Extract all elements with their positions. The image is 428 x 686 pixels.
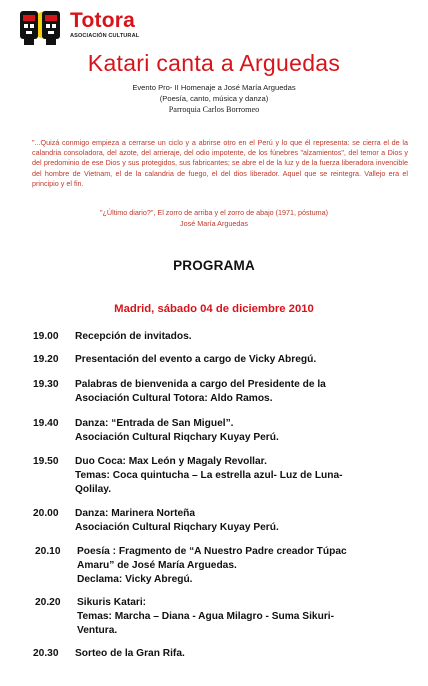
- program-item: [33, 330, 192, 344]
- program-time: 19.50: [33, 456, 59, 467]
- program-text: Ventura.: [77, 625, 118, 636]
- quote-text: "...Quizá conmigo empieza a cerrarse un ciclo y a abrirse otro en el Perú y lo que él representa: se cierra el de la calandria consoladora, del azote, del arrieraje, del odio impotente, de los fúnebres "alzamientos", del temor a Dios y del predominio de ese Dios y sus protegidos, sus fabricantes; se abre el de la luz y de la fuerza liberadora invencible del hombre de Vietnam, el de la calandria de fuego, el del dios liberador. Aquel que se reintegra. Vallejo era el principio y el fin.: [32, 138, 408, 188]
- program-item: [33, 455, 343, 497]
- program-item: [35, 596, 334, 638]
- program-item: [33, 417, 279, 445]
- program-item: [35, 545, 347, 587]
- quote-author: José María Arguedas: [180, 219, 248, 228]
- brand-name: Totora: [70, 9, 135, 32]
- program-time: 20.20: [35, 597, 61, 608]
- program-time: 19.30: [33, 379, 59, 390]
- section-title: PROGRAMA: [173, 258, 255, 273]
- program-text: Danza: “Entrada de San Miguel”.: [75, 418, 234, 429]
- program-time: 19.00: [33, 331, 59, 342]
- event-genres: (Poesía, canto, música y danza): [159, 94, 269, 103]
- program-text: Asociación Cultural Riqchary Kuyay Perú.: [75, 522, 279, 533]
- program-time: 20.30: [33, 648, 59, 659]
- program-item: [33, 353, 316, 367]
- program-time: 19.20: [33, 354, 59, 365]
- program-item: [33, 507, 279, 535]
- brand: [70, 10, 139, 39]
- program-text: Temas: Marcha – Diana - Agua Milagro - Suma Sikuri-: [77, 611, 335, 622]
- event-date: Madrid, sábado 04 de diciembre 2010: [114, 303, 314, 315]
- program-text: Poesía : Fragmento de “A Nuestro Padre creador Túpac: [77, 546, 347, 557]
- program-text: Declama: Vicky Abregú.: [77, 574, 193, 585]
- program-item: [33, 647, 185, 661]
- program-text: Amaru” de José María Arguedas.: [77, 560, 237, 571]
- program-text: Palabras de bienvenida a cargo del Presidente de la: [75, 379, 326, 390]
- program-time: 19.40: [33, 418, 59, 429]
- quote-source: "¿Último diario?", El zorro de arriba y el zorro de abajo (1971, póstuma): [99, 208, 329, 217]
- program-text: Presentación del evento a cargo de Vicky Abregú.: [75, 354, 317, 365]
- program-text: Asociación Cultural Totora: Aldo Ramos.: [75, 393, 273, 404]
- brand-subtitle: ASOCIACIÓN CULTURAL: [70, 33, 140, 39]
- program-text: Duo Coca: Max León y Magaly Revollar.: [75, 456, 267, 467]
- program-text: Recepción de invitados.: [75, 331, 192, 342]
- event-venue: Parroquia Carlos Borromeo: [168, 105, 260, 114]
- page-title: Katari canta a Arguedas: [87, 50, 341, 76]
- program-text: Qolilay.: [75, 484, 112, 495]
- program-text: Danza: Marinera Norteña: [75, 508, 196, 519]
- program-time: 20.00: [33, 508, 59, 519]
- program-text: Sorteo de la Gran Rifa.: [75, 648, 185, 659]
- program-text: Temas: Coca quintucha – La estrella azul- Luz de Luna-: [75, 470, 343, 481]
- program-text: Sikuris Katari:: [77, 597, 147, 608]
- program-item: [33, 378, 326, 406]
- event-description: Evento Pro- II Homenaje a José María Arguedas: [132, 83, 296, 92]
- program-text: Asociación Cultural Riqchary Kuyay Perú.: [75, 432, 279, 443]
- totora-logo-icon: [18, 7, 64, 47]
- program-time: 20.10: [35, 546, 61, 557]
